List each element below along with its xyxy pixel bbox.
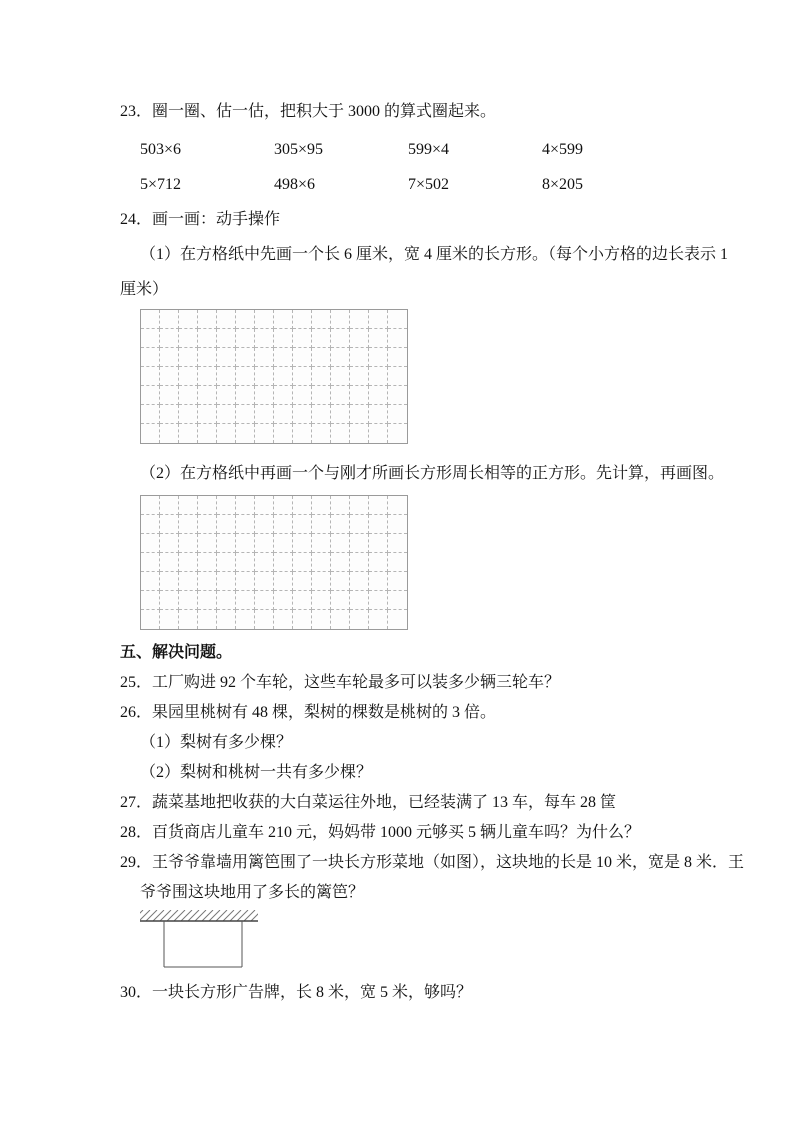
grid-cell xyxy=(312,591,331,610)
grid-cell xyxy=(179,534,198,553)
grid-cell xyxy=(160,496,179,515)
grid-cell xyxy=(179,329,198,348)
grid-cell xyxy=(255,386,274,405)
q26-part2: （2）梨树和桃树一共有多少棵？ xyxy=(140,764,373,781)
grid-cell xyxy=(141,553,160,572)
grid-cell xyxy=(293,496,312,515)
grid-cell xyxy=(293,534,312,553)
grid-cell xyxy=(217,329,236,348)
question-29-line2: 爷爷围这块地用了多长的篱笆？ xyxy=(140,884,365,901)
grid-cell xyxy=(369,424,388,443)
grid-cell xyxy=(217,310,236,329)
grid-cell xyxy=(236,553,255,572)
grid-cell xyxy=(255,367,274,386)
grid-cell xyxy=(255,329,274,348)
grid-cell xyxy=(217,534,236,553)
grid-cell xyxy=(141,310,160,329)
grid-cell xyxy=(388,310,407,329)
grid-cell xyxy=(255,572,274,591)
grid-cell xyxy=(236,405,255,424)
grid-cell xyxy=(350,610,369,629)
grid-paper-2 xyxy=(140,495,408,630)
grid-cell xyxy=(236,572,255,591)
grid-cell xyxy=(198,367,217,386)
grid-cell xyxy=(198,424,217,443)
grid-cell xyxy=(369,329,388,348)
grid-cell xyxy=(141,515,160,534)
grid-cell xyxy=(312,329,331,348)
grid-cell xyxy=(331,405,350,424)
grid-cell xyxy=(198,310,217,329)
grid-cell xyxy=(350,386,369,405)
grid-cell xyxy=(350,367,369,386)
grid-cell xyxy=(369,553,388,572)
grid-cell xyxy=(388,553,407,572)
grid-cell xyxy=(255,310,274,329)
grid-cell xyxy=(312,424,331,443)
grid-cell xyxy=(160,310,179,329)
grid-cell xyxy=(293,367,312,386)
question-27: 27．蔬菜基地把收获的大白菜运往外地，已经装满了 13 车，每车 28 筐 xyxy=(120,794,617,811)
q23-expression: 8×205 xyxy=(542,176,584,193)
grid-cell xyxy=(198,610,217,629)
grid-cell xyxy=(255,348,274,367)
question-28: 28．百货商店儿童车 210 元，妈妈带 1000 元够买 5 辆儿童车吗？为什么？ xyxy=(120,824,641,841)
grid-cell xyxy=(274,405,293,424)
grid-cell xyxy=(160,405,179,424)
grid-cell xyxy=(274,329,293,348)
grid-cell xyxy=(255,405,274,424)
grid-cell xyxy=(369,572,388,591)
grid-cell xyxy=(388,610,407,629)
grid-cell xyxy=(141,348,160,367)
question-26-label: 26．果园里桃树有 48 棵，梨树的棵数是桃树的 3 倍。 xyxy=(120,704,497,721)
q23-expression: 4×599 xyxy=(542,141,584,158)
grid-cell xyxy=(369,534,388,553)
grid-cell xyxy=(312,405,331,424)
grid-cell xyxy=(198,553,217,572)
grid-cell xyxy=(350,534,369,553)
grid-cell xyxy=(388,405,407,424)
grid-cell xyxy=(217,515,236,534)
grid-cell xyxy=(236,329,255,348)
q23-expression: 599×4 xyxy=(408,141,450,158)
q26-part1: （1）梨树有多少棵？ xyxy=(140,734,293,751)
grid-cell xyxy=(274,386,293,405)
grid-cell xyxy=(141,572,160,591)
grid-cell xyxy=(236,515,255,534)
grid-cell xyxy=(179,424,198,443)
grid-cell xyxy=(274,310,293,329)
q23-expression: 503×6 xyxy=(140,141,182,158)
grid-cell xyxy=(312,348,331,367)
grid-cell xyxy=(388,424,407,443)
grid-cell xyxy=(217,572,236,591)
grid-cell xyxy=(160,553,179,572)
grid-cell xyxy=(350,310,369,329)
grid-cell xyxy=(217,496,236,515)
question-29-line1: 29．王爷爷靠墙用篱笆围了一块长方形菜地（如图），这块地的长是 10 米，宽是 8 米．王 xyxy=(120,854,745,871)
q24-part1-line2: 厘米） xyxy=(120,281,169,298)
grid-cell xyxy=(141,534,160,553)
grid-cell xyxy=(141,367,160,386)
grid-cell xyxy=(179,386,198,405)
grid-cell xyxy=(160,572,179,591)
grid-cell xyxy=(236,424,255,443)
grid-cell xyxy=(331,534,350,553)
grid-cell xyxy=(141,405,160,424)
grid-cell xyxy=(293,310,312,329)
q23-expression: 305×95 xyxy=(274,141,324,158)
grid-cell xyxy=(217,367,236,386)
grid-cell xyxy=(388,534,407,553)
grid-cell xyxy=(236,610,255,629)
grid-cell xyxy=(198,515,217,534)
grid-cell xyxy=(350,572,369,591)
grid-cell xyxy=(350,405,369,424)
grid-cell xyxy=(160,534,179,553)
grid-cell xyxy=(198,348,217,367)
grid-cell xyxy=(236,591,255,610)
grid-cell xyxy=(388,591,407,610)
section-5-heading: 五、解决问题。 xyxy=(120,644,233,661)
grid-paper-1 xyxy=(140,309,408,444)
grid-cell xyxy=(141,591,160,610)
grid-cell xyxy=(369,367,388,386)
q23-expression: 498×6 xyxy=(274,176,316,193)
grid-cell xyxy=(331,329,350,348)
question-25: 25．工厂购进 92 个车轮，这些车轮最多可以装多少辆三轮车？ xyxy=(120,674,561,691)
grid-cell xyxy=(179,496,198,515)
grid-cell xyxy=(388,386,407,405)
grid-cell xyxy=(198,329,217,348)
grid-cell xyxy=(274,572,293,591)
grid-cell xyxy=(369,591,388,610)
q23-expressions-row1 xyxy=(120,132,704,167)
wall-hatch-lines xyxy=(140,910,258,921)
grid-cell xyxy=(350,348,369,367)
grid-cell xyxy=(312,386,331,405)
grid-cell xyxy=(198,534,217,553)
question-24-label: 24．画一画：动手操作 xyxy=(120,211,281,228)
grid-cell xyxy=(312,534,331,553)
grid-cell xyxy=(160,367,179,386)
grid-cell xyxy=(331,367,350,386)
grid-cell xyxy=(160,515,179,534)
grid-cell xyxy=(160,610,179,629)
grid-cell xyxy=(179,591,198,610)
grid-cell xyxy=(274,348,293,367)
grid-cell xyxy=(217,386,236,405)
grid-cell xyxy=(331,591,350,610)
grid-cell xyxy=(198,591,217,610)
grid-cell xyxy=(255,424,274,443)
grid-cell xyxy=(236,367,255,386)
grid-cell xyxy=(274,367,293,386)
grid-cell xyxy=(331,348,350,367)
grid-cell xyxy=(255,496,274,515)
grid-cell xyxy=(293,591,312,610)
grid-cell xyxy=(293,424,312,443)
grid-cell xyxy=(198,496,217,515)
grid-cell xyxy=(236,534,255,553)
grid-cell xyxy=(331,572,350,591)
grid-cell xyxy=(236,496,255,515)
grid-cell xyxy=(179,553,198,572)
grid-cell xyxy=(198,405,217,424)
grid-cell xyxy=(312,515,331,534)
grid-cell xyxy=(179,310,198,329)
grid-cell xyxy=(179,515,198,534)
grid-cell xyxy=(369,310,388,329)
grid-cell xyxy=(274,496,293,515)
grid-cell xyxy=(217,424,236,443)
grid-cell xyxy=(255,591,274,610)
grid-cell xyxy=(179,610,198,629)
grid-cell xyxy=(293,329,312,348)
grid-cell xyxy=(217,348,236,367)
grid-cell xyxy=(388,572,407,591)
grid-cell xyxy=(369,405,388,424)
grid-cell xyxy=(293,515,312,534)
grid-cell xyxy=(255,610,274,629)
q23-expressions-row2 xyxy=(120,167,704,202)
grid-cell xyxy=(236,386,255,405)
grid-cell xyxy=(331,496,350,515)
grid-cell xyxy=(369,515,388,534)
grid-cell xyxy=(179,367,198,386)
grid-cell xyxy=(350,553,369,572)
grid-cell xyxy=(350,591,369,610)
q29-diagram xyxy=(120,910,704,968)
grid-cell xyxy=(331,610,350,629)
grid-cell xyxy=(293,348,312,367)
grid-cell xyxy=(274,610,293,629)
grid-cell xyxy=(141,424,160,443)
grid-cell xyxy=(388,329,407,348)
grid-cell xyxy=(160,348,179,367)
grid-cell xyxy=(293,572,312,591)
grid-cell xyxy=(369,386,388,405)
grid-cell xyxy=(369,610,388,629)
grid-cell xyxy=(350,329,369,348)
grid-cell xyxy=(388,496,407,515)
grid-cell xyxy=(236,348,255,367)
grid-cell xyxy=(331,515,350,534)
grid-cell xyxy=(274,424,293,443)
grid-cell xyxy=(293,386,312,405)
grid-cell xyxy=(369,348,388,367)
grid-cell xyxy=(217,405,236,424)
grid-cell xyxy=(350,496,369,515)
question-23-label: 23．圈一圈、估一估，把积大于 3000 的算式圈起来。 xyxy=(120,103,497,120)
grid-cell xyxy=(331,424,350,443)
grid-cell xyxy=(350,424,369,443)
grid-cell xyxy=(274,553,293,572)
grid-cell xyxy=(141,386,160,405)
q29-wall-and-garden-figure xyxy=(140,910,258,968)
grid-cell xyxy=(179,572,198,591)
grid-cell xyxy=(141,610,160,629)
q23-expression: 7×502 xyxy=(408,176,450,193)
grid-cell xyxy=(293,553,312,572)
grid-cell xyxy=(312,310,331,329)
grid-cell xyxy=(198,386,217,405)
grid-cell xyxy=(331,310,350,329)
grid-cell xyxy=(312,572,331,591)
grid-cell xyxy=(255,553,274,572)
grid-cell xyxy=(179,405,198,424)
grid-cell xyxy=(312,553,331,572)
grid-cell xyxy=(312,367,331,386)
grid-cell xyxy=(141,496,160,515)
grid-cell xyxy=(217,553,236,572)
grid-cell xyxy=(274,515,293,534)
grid-cell xyxy=(293,405,312,424)
grid-cell xyxy=(160,424,179,443)
grid-cell xyxy=(312,610,331,629)
grid-cell xyxy=(217,610,236,629)
grid-cell xyxy=(236,310,255,329)
q24-part1-line1: （1）在方格纸中先画一个长 6 厘米，宽 4 厘米的长方形。（每个小方格的边长表示 1 xyxy=(140,246,729,263)
grid-cell xyxy=(369,496,388,515)
grid-cell xyxy=(274,591,293,610)
grid-cell xyxy=(293,610,312,629)
grid-cell xyxy=(388,348,407,367)
grid-cell xyxy=(179,348,198,367)
question-30: 30．一块长方形广告牌，长 8 米，宽 5 米，够吗？ xyxy=(120,984,473,1001)
grid-cell xyxy=(312,496,331,515)
grid-cell xyxy=(274,534,293,553)
q24-part2: （2）在方格纸中再画一个与刚才所画长方形周长相等的正方形。先计算，再画图。 xyxy=(140,465,725,482)
grid-cell xyxy=(255,515,274,534)
grid-cell xyxy=(217,591,236,610)
grid-cell xyxy=(331,386,350,405)
grid-cell xyxy=(255,534,274,553)
grid-cell xyxy=(388,367,407,386)
grid-cell xyxy=(160,386,179,405)
grid-cell xyxy=(388,515,407,534)
q23-expression: 5×712 xyxy=(140,176,182,193)
grid-cell xyxy=(198,572,217,591)
grid-cell xyxy=(350,515,369,534)
grid-cell xyxy=(331,553,350,572)
grid-cell xyxy=(141,329,160,348)
grid-cell xyxy=(160,329,179,348)
grid-cell xyxy=(160,591,179,610)
